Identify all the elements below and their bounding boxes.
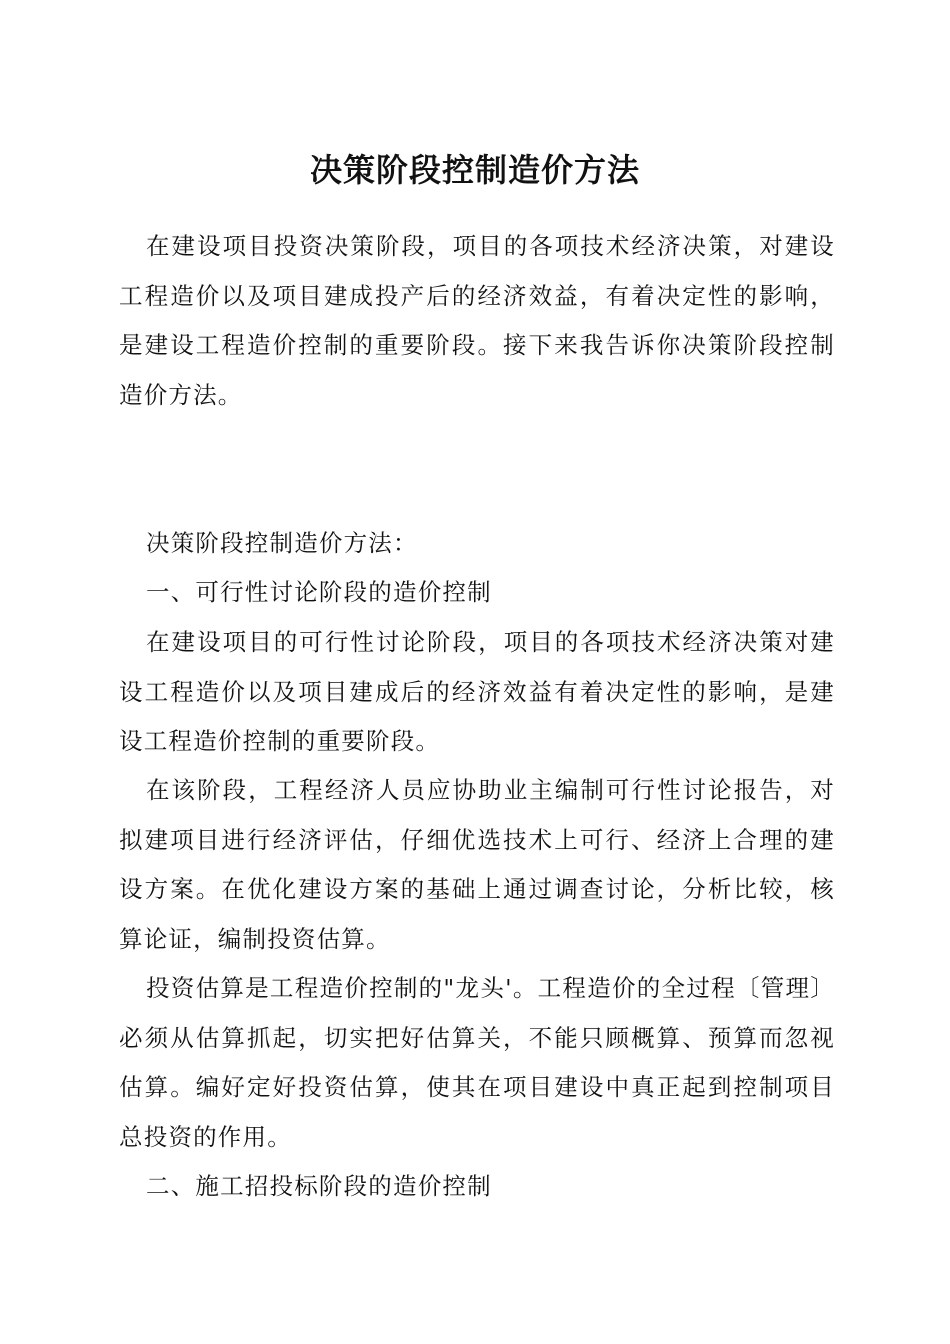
section-heading-feasibility: 一、可行性讨论阶段的造价控制 <box>146 578 492 606</box>
paragraph-feasibility-report: 在该阶段，工程经济人员应协助业主编制可行性讨论报告，对拟建项目进行经济评估，仔细优选技术上可行、经济上合理的建设方案。在优化建设方案的基础上通过调查讨论，分析比较，核算论证，编制投资估算。 <box>119 776 835 953</box>
paragraph-intro: 在建设项目投资决策阶段，项目的各项技术经济决策，对建设工程造价以及项目建成投产后的经济效益，有着决定性的影响，是建设工程造价控制的重要阶段。接下来我告诉你决策阶段控制造价方法。 <box>119 232 835 409</box>
paragraph-investment-estimate: 投资估算是工程造价控制的"龙头'。工程造价的全过程〔管理〕必须从估算抓起，切实把好估算关，不能只顾概算、预算而忽视估算。编好定好投资估算，使其在项目建设中真正起到控制项目总投资的作用。 <box>119 974 835 1151</box>
paragraph-feasibility-importance: 在建设项目的可行性讨论阶段，项目的各项技术经济决策对建设工程造价以及项目建成后的经济效益有着决定性的影响，是建设工程造价控制的重要阶段。 <box>119 628 835 755</box>
paragraph-methods-heading: 决策阶段控制造价方法： <box>146 529 418 557</box>
document-title: 决策阶段控制造价方法 <box>309 151 640 189</box>
section-heading-bidding: 二、施工招投标阶段的造价控制 <box>146 1172 492 1200</box>
